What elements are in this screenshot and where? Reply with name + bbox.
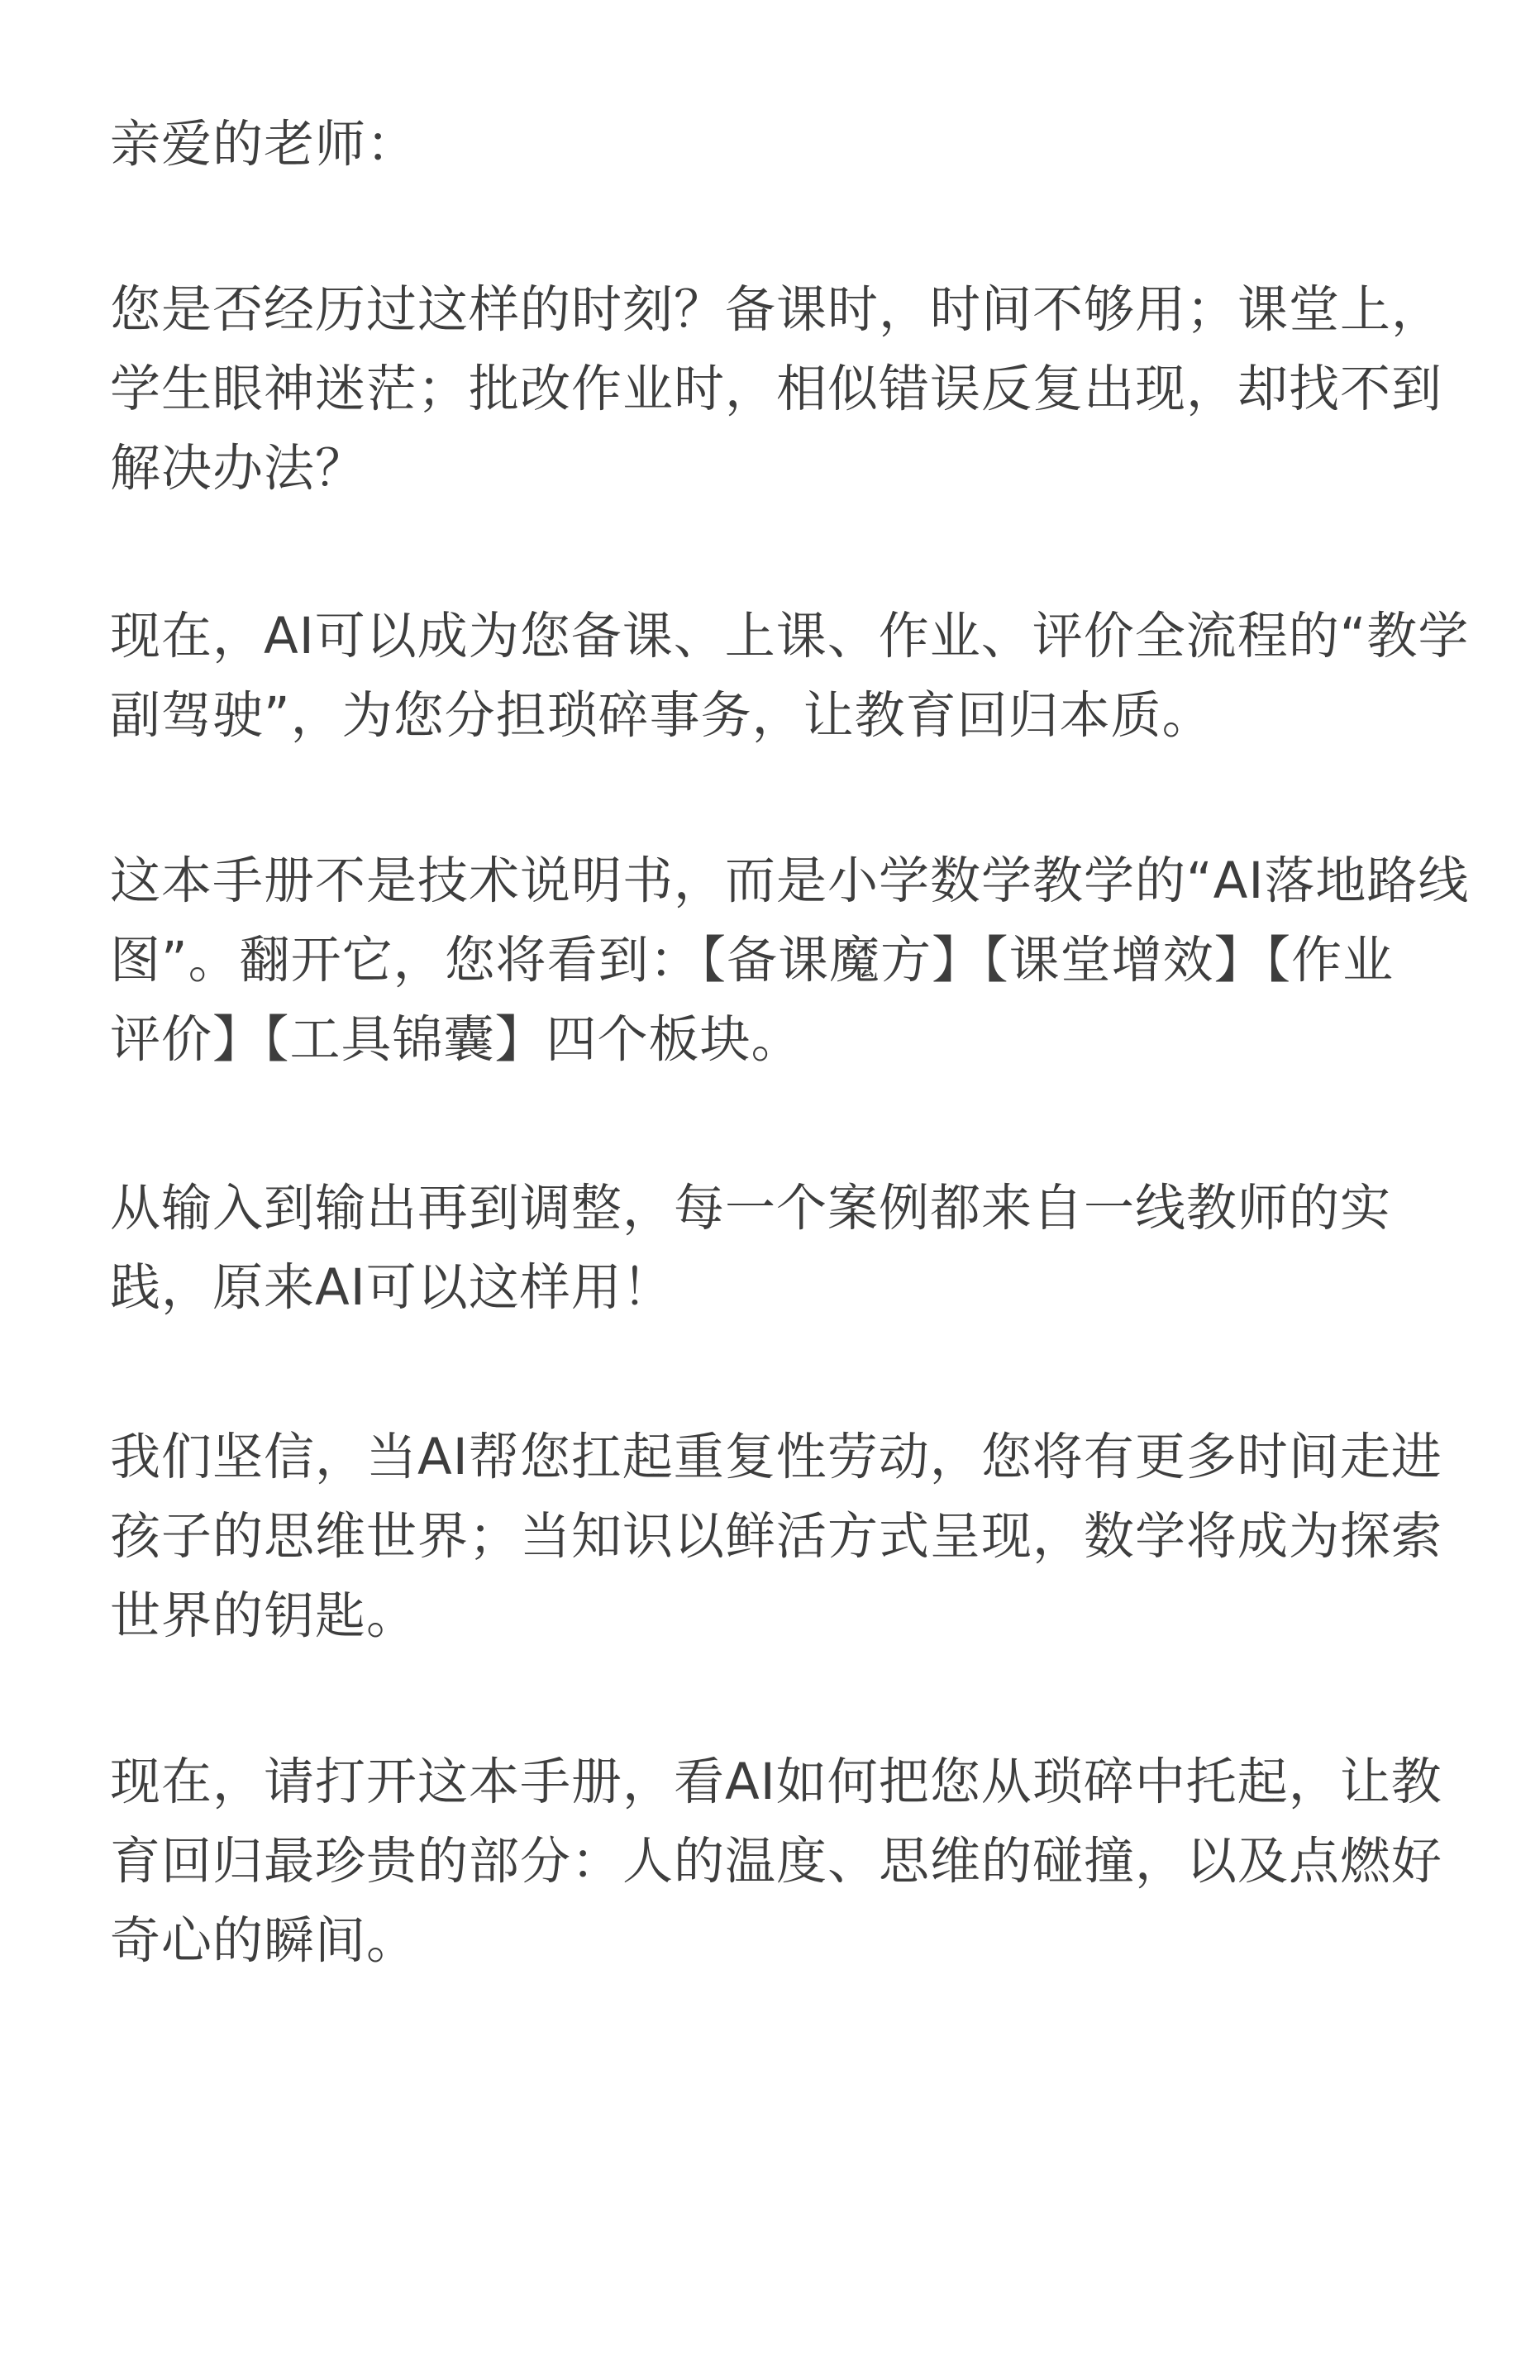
paragraph-4-line: 践，原来AI可以这样用！ — [110, 1258, 674, 1317]
paragraph-6 — [110, 1743, 1443, 1981]
paragraph-1-line: 学生眼神迷茫；批改作业时，相似错误反复出现，却找不到 — [110, 360, 1443, 418]
paragraph-5-line: 我们坚信，当AI帮您扛起重复性劳动，您将有更多时间走进 — [110, 1428, 1442, 1486]
paragraph-6-line: 育回归最珍贵的部分：人的温度、思维的碰撞，以及点燃好 — [110, 1832, 1443, 1891]
paragraph-6-line: 奇心的瞬间。 — [110, 1911, 418, 1970]
paragraph-5-line: 世界的钥匙。 — [110, 1586, 418, 1645]
paragraph-6-line: 现在，请打开这本手册，看AI如何把您从琐碎中托起，让教 — [110, 1753, 1442, 1811]
paragraph-5-line: 孩子的思维世界；当知识以鲜活方式呈现，数学将成为探索 — [110, 1507, 1443, 1566]
paragraph-2-line: 副驾驶”，为您分担琐碎事务，让教育回归本质。 — [110, 686, 1213, 745]
paragraph-1-line: 您是否经历过这样的时刻？备课时，时间不够用；课堂上， — [110, 280, 1443, 339]
paragraph-1 — [110, 270, 1443, 508]
salutation — [110, 105, 1399, 184]
paragraph-5 — [110, 1418, 1443, 1656]
paragraph-3 — [110, 842, 1470, 1080]
paragraph-3-line: 图”。翻开它，您将看到：【备课魔方】【课堂增效】【作业 — [110, 931, 1395, 990]
paragraph-3-line: 这本手册不是技术说明书，而是小学数学教学的“AI落地路线 — [110, 851, 1470, 910]
paragraph-2 — [110, 597, 1470, 756]
paragraph-2-line: 现在，AI可以成为您备课、上课、作业、评价全流程的“教学 — [110, 607, 1470, 665]
paragraph-4 — [110, 1169, 1399, 1328]
paragraph-3-line: 评价】【工具锦囊】四个板块。 — [110, 1010, 803, 1069]
paragraph-4-line: 从输入到输出再到调整，每一个案例都来自一线教师的实 — [110, 1179, 1392, 1238]
paragraph-1-line: 解决办法？ — [110, 439, 367, 498]
salutation-text: 亲爱的老师： — [110, 115, 418, 174]
